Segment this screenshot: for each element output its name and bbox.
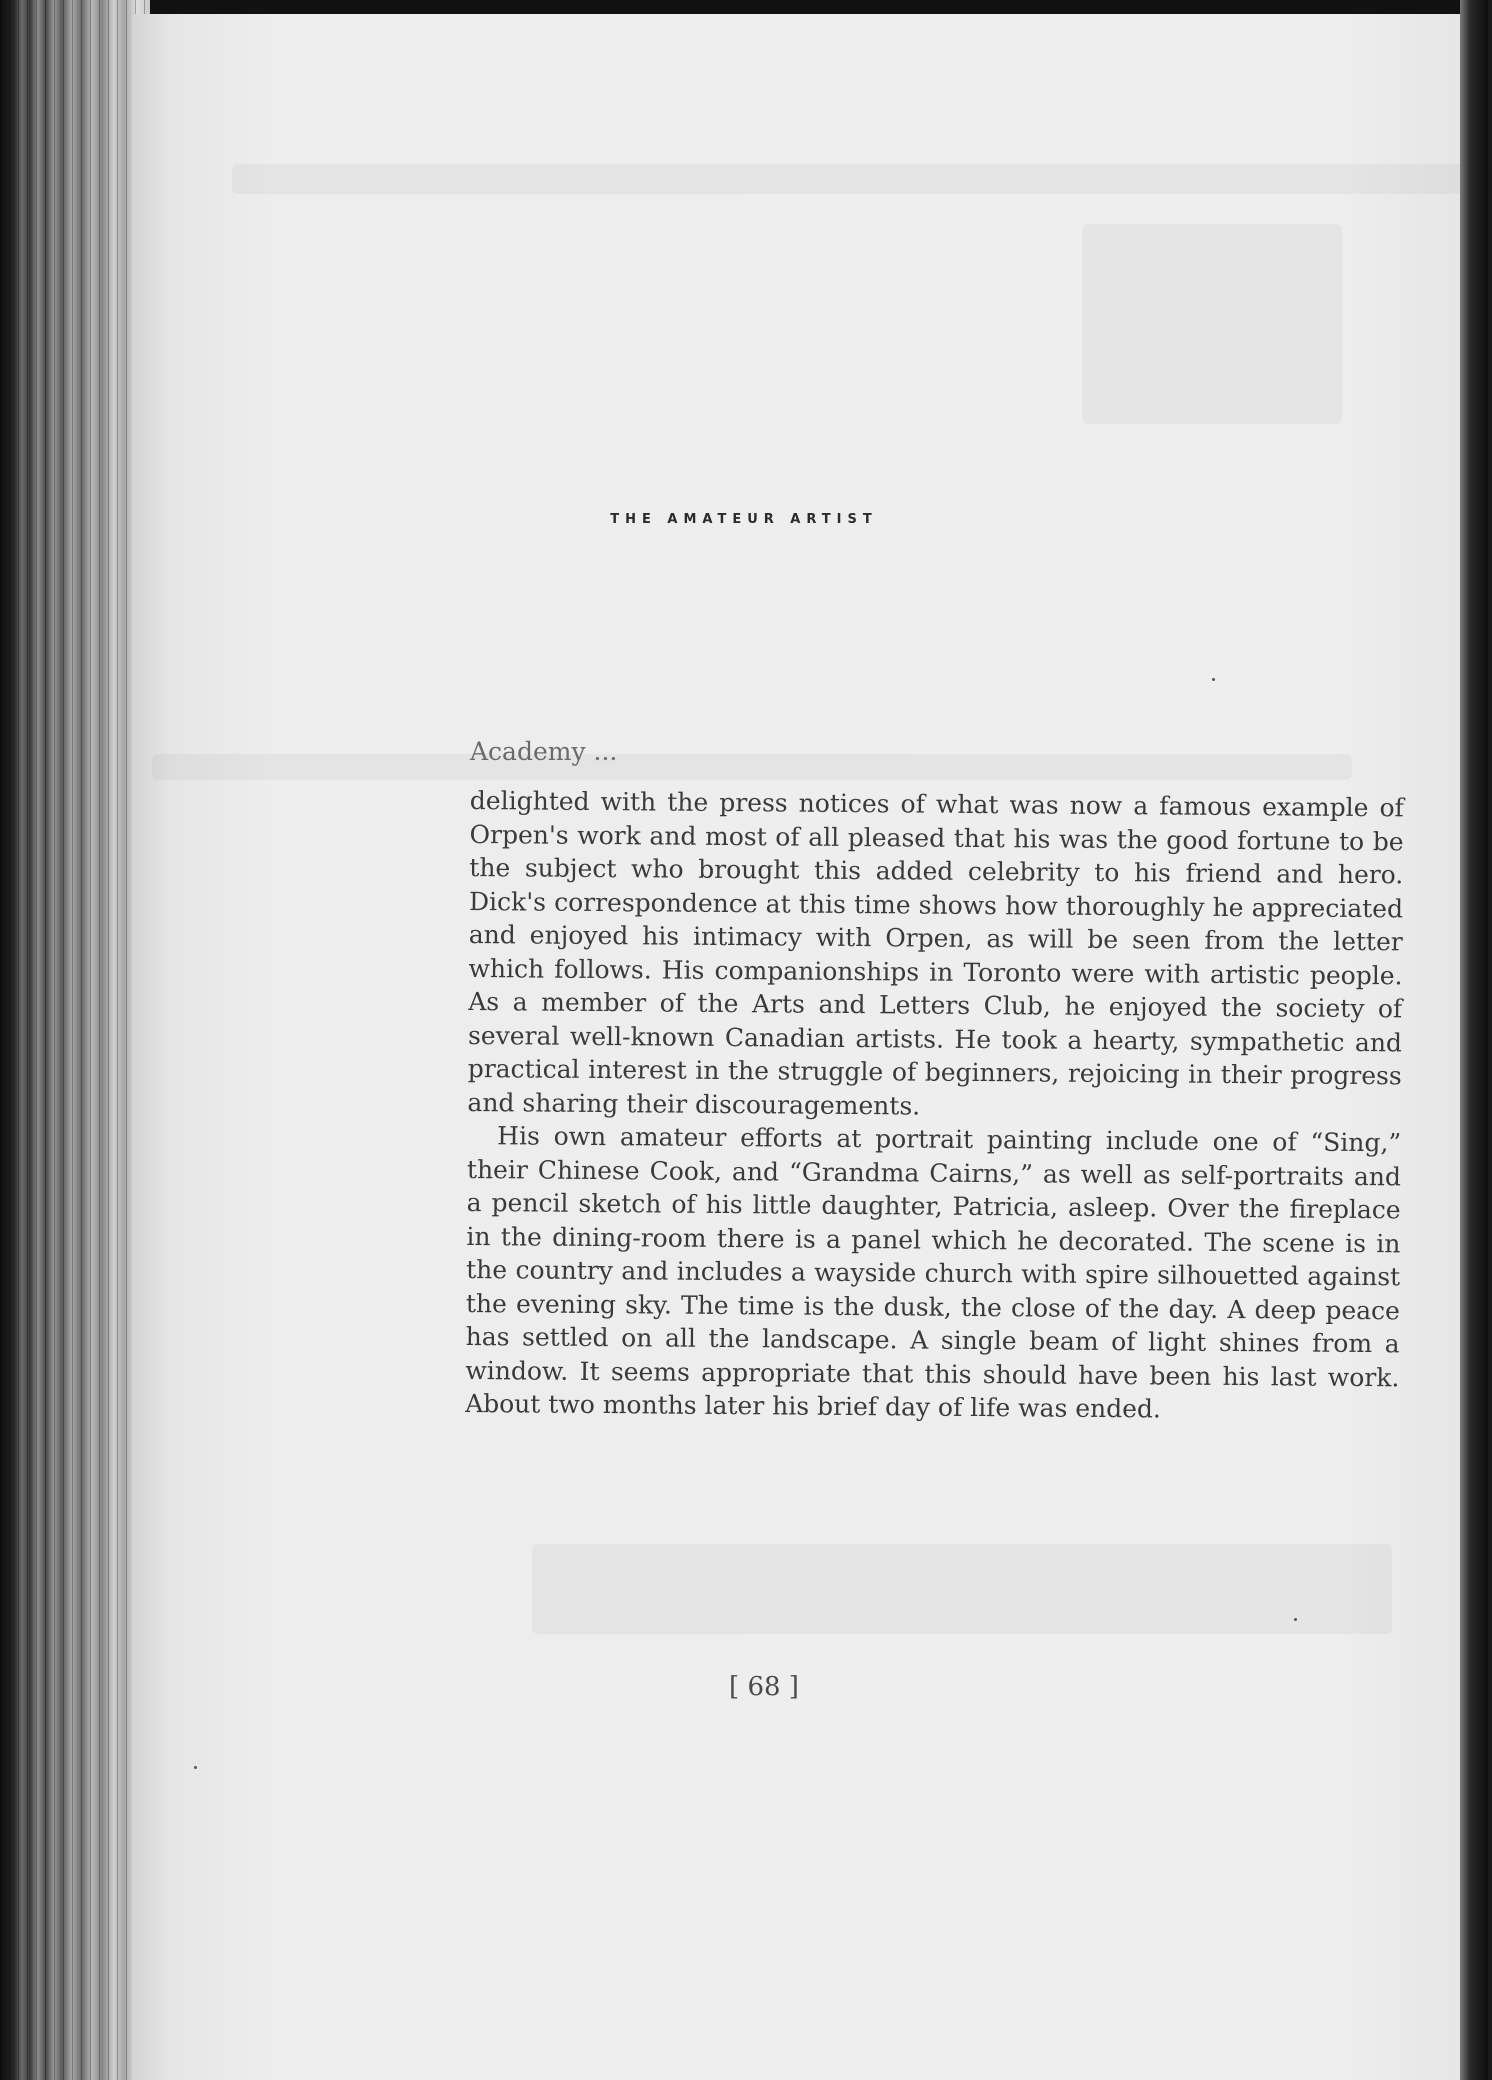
body-text (465, 784, 1404, 1428)
scan-speck (1212, 678, 1215, 681)
paragraph-1: delighted with the press notices of what was now a famous example of Orpen's work and most of all pleased that his was the good fortune to be the subject who brought this added celebrity to his friend and hero. Dick's correspondence at this time shows how thoroughly he appreciated and enjoyed his intimacy with Orpen, as will be seen from the letter which follows. His companionships in Toronto were with artistic people. As a member of the Arts and Letters Club, he enjoyed the society of several well-known Canadian artists. He took a hearty, sympathetic and practical interest in the struggle of beginners, rejoicing in their progress and sharing their discouragements. (467, 785, 1404, 1121)
cut-off-line (470, 737, 630, 766)
page-edge-lines (0, 0, 150, 2080)
show-through-mark (532, 1544, 1392, 1634)
scan-border-top (0, 0, 1488, 14)
running-header: THE AMATEUR ARTIST (610, 512, 878, 527)
scan-border-right (1460, 0, 1488, 2080)
page-number: [ 68 ] (729, 1672, 799, 1702)
show-through-mark (232, 164, 1492, 194)
scan-speck (194, 1766, 197, 1769)
show-through-mark (1082, 224, 1342, 424)
paragraph-2: His own amateur efforts at portrait painting include one of “Sing,” their Chinese Cook, and “Grandma Cairns,” as well as self-portraits and a pencil sketch of his little daughter, Patricia, asleep. Over the fireplace in the dining-room there is a panel which he decorated. The scene is in the country and includes a wayside church with spire silhouetted against the evening sky. The time is the dusk, the close of the day. A deep peace has settled on all the landscape. A single beam of light shines from a window. It seems appropriate that this should have been his last work. About two months later his brief day of life was ended. (465, 1121, 1402, 1424)
cut-off-line-text: Academy ... (470, 737, 618, 766)
scan-speck (1294, 1618, 1297, 1621)
show-through-mark (152, 754, 1352, 780)
